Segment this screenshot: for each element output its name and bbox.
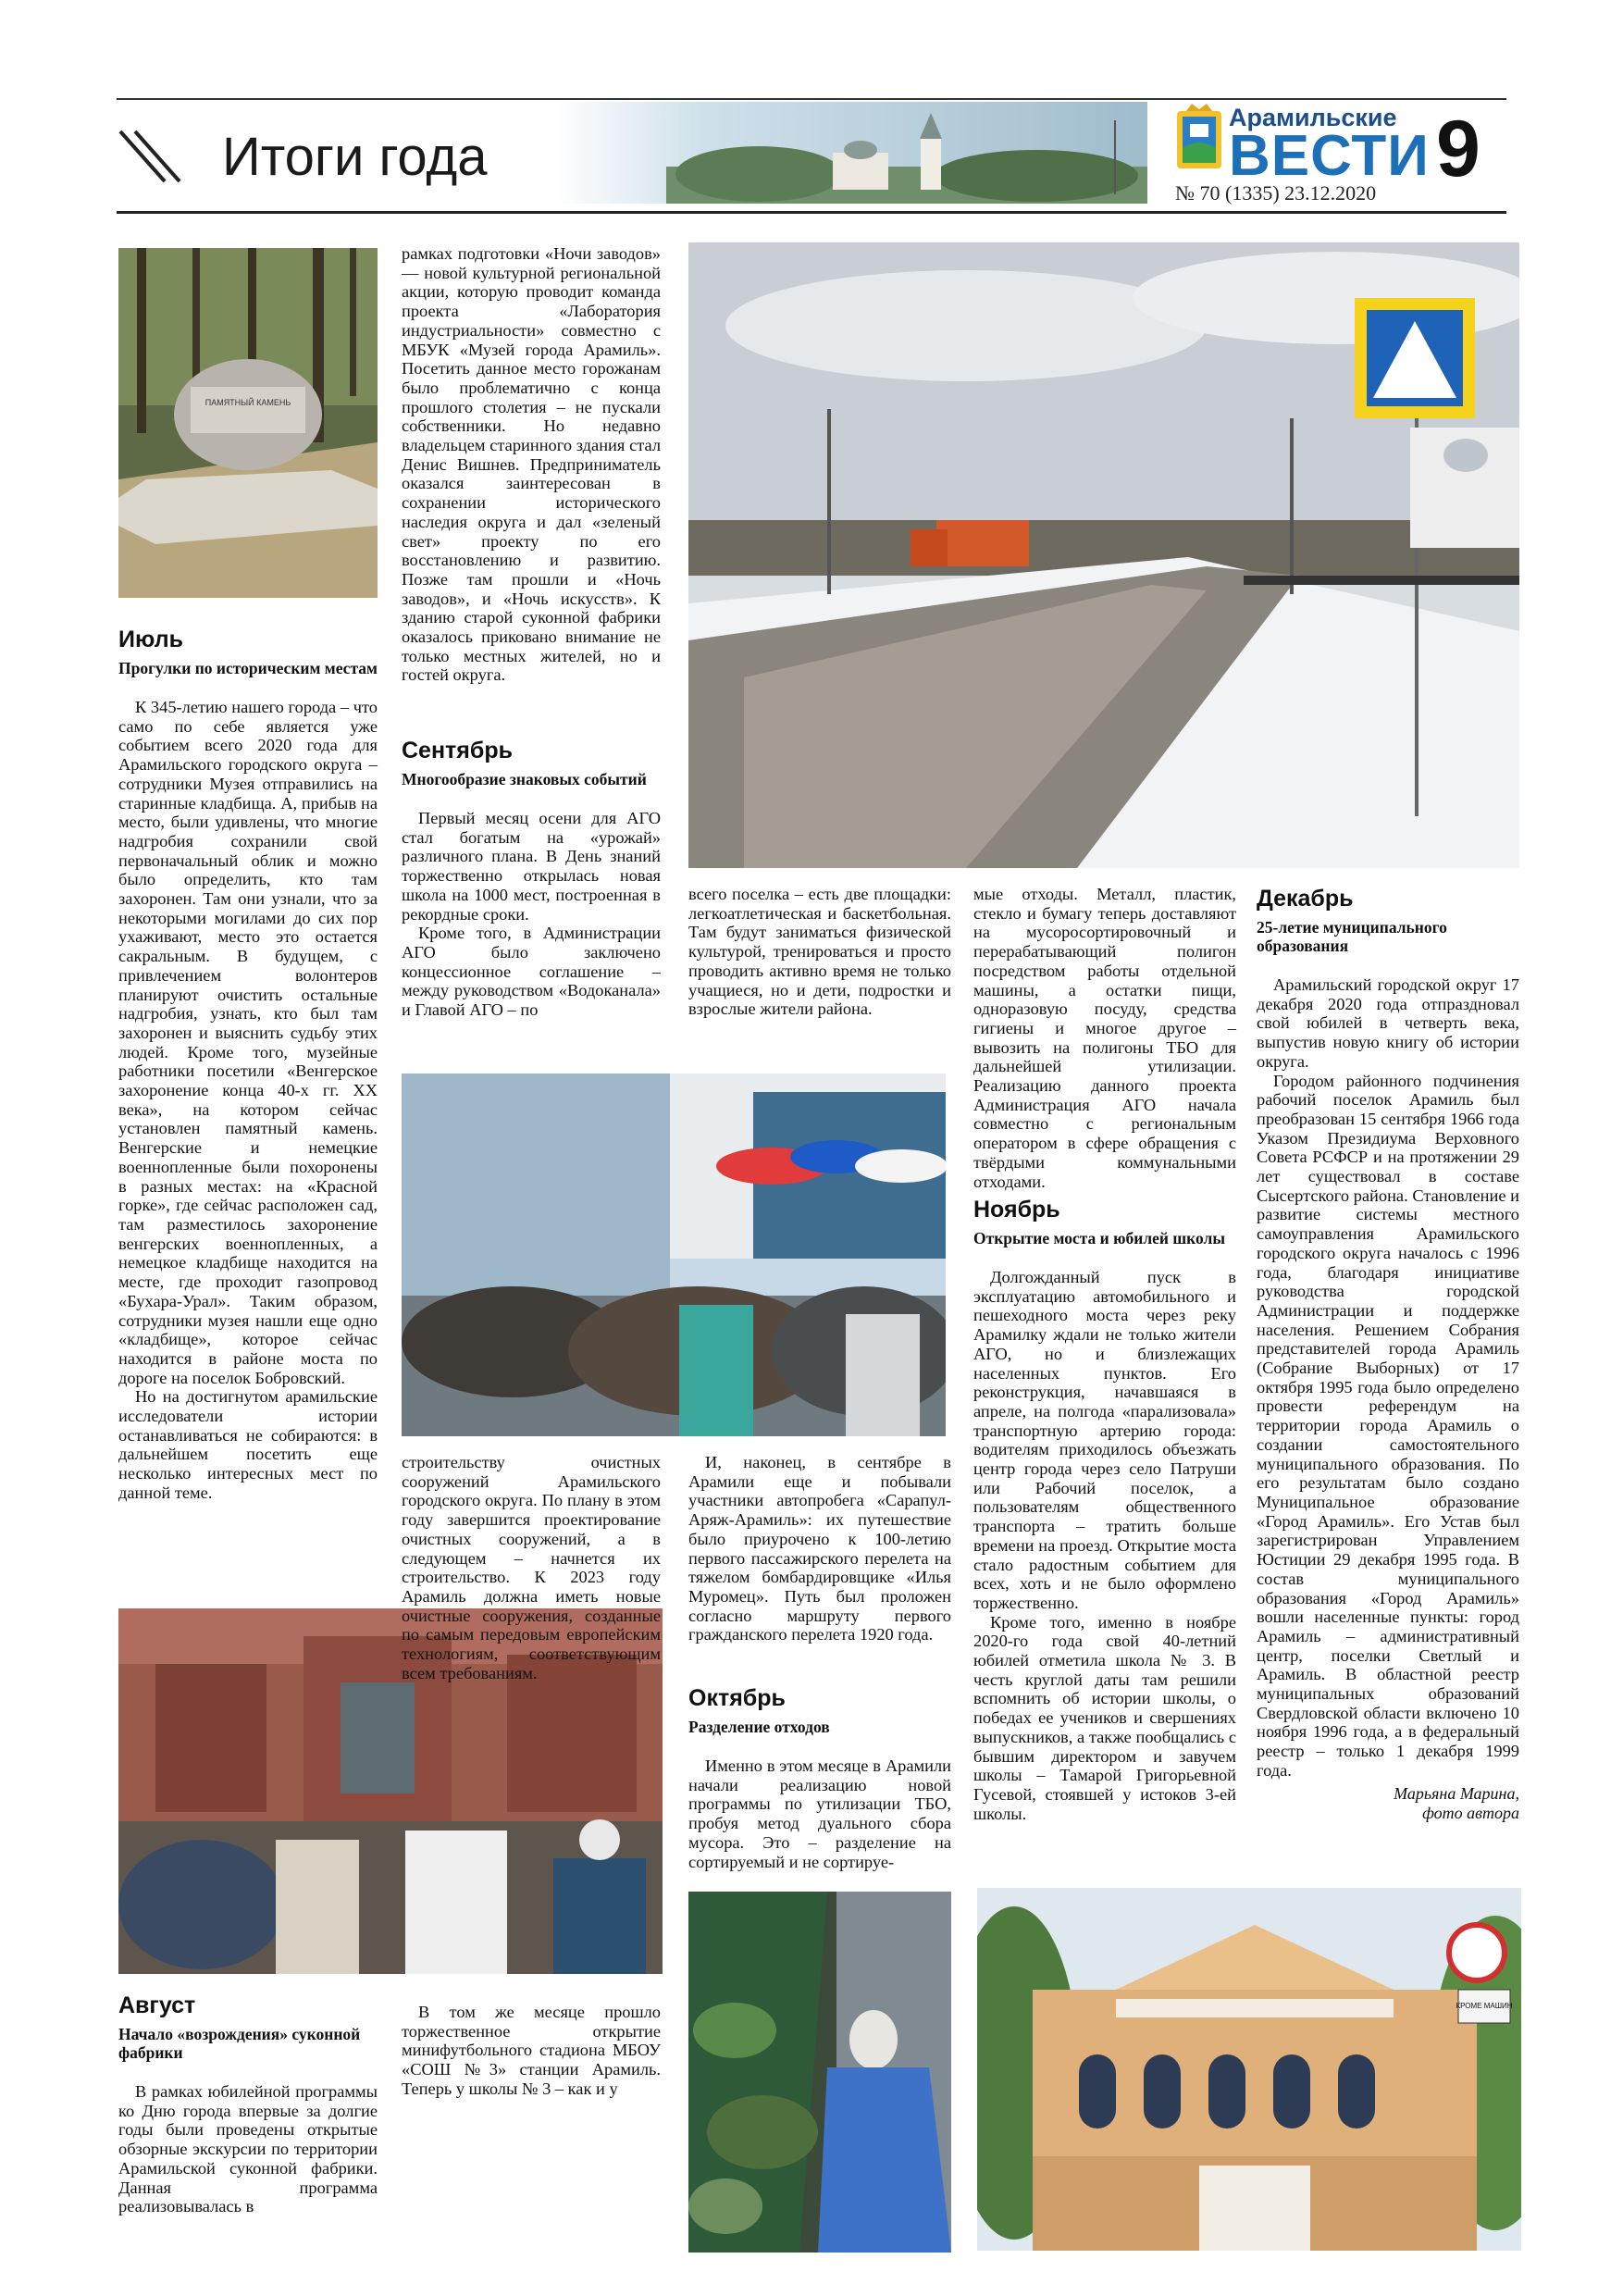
photo-memorial-stone: [118, 248, 378, 598]
subtitle-november: Открытие моста и юбилей школы: [973, 1229, 1225, 1247]
month-november: Ноябрь: [973, 1197, 1060, 1222]
column-september: [402, 733, 661, 1020]
section-slash-icon: [118, 128, 185, 185]
subtitle-october: Разделение отходов: [688, 1718, 830, 1736]
brand-main: ВЕСТИ: [1229, 124, 1430, 188]
november-paragraph-2: Кроме того, именно в ноябре 2020-го года свой 40-летний юбилей отметила школа № 3. В честь круглой даты там решили вспомнить об истории школы, о победах ее учеников и свершениях выпускников, а также пообщались с бывшим директором и завучем школы – Тамарой Григорьевной Гусевой, стоявшей у истоков 3-ей школы.: [973, 1612, 1236, 1823]
column-december: [1257, 881, 1519, 1823]
section-title: Итоги года: [222, 127, 488, 187]
issue-number: № 70 (1335) 23.12.2020: [1175, 181, 1377, 205]
brand-logo: [1173, 102, 1225, 180]
september-paragraph-3: строительству очистных сооружений Арамильского городского округа. По плану в этом году завершится проектирование очистных сооружений, а в следующем – начнется их строительство. К 2023 году Арамиль должна иметь новые очистные сооружения, созданные по самым передовым европейским технологиям, соответствующим всем требованиям.: [402, 1453, 661, 1682]
column-october: [688, 1681, 951, 1871]
header-banner-photo: [555, 102, 1147, 204]
column-august: [118, 1988, 378, 2216]
september-paragraph-6: И, наконец, в сентябре в Арамили еще и побывали участники автопробега «Сарапул-Аряж-Арамиль»: их путешествие было приурочено к 100-летию первого пассажирского перелета на тяжелом бомбардировщике «Илья Муромец». Путь был проложен согласно маршруту первого гражданского перелета 1920 года.: [688, 1453, 951, 1644]
month-december: Декабрь: [1257, 886, 1354, 912]
month-october: Октябрь: [688, 1685, 786, 1711]
subtitle-december: 25-летие муниципального образования: [1257, 918, 1447, 955]
photo-culture-house: [977, 1888, 1521, 2251]
july-paragraph-2: Но на достигнутом арамильские исследователи истории останавливаться не собираются: в дальнейшем посетить еще несколько интересных мест по данной теме.: [118, 1387, 378, 1502]
photo-waste-sorting: [688, 1892, 951, 2253]
column-august-continued: [402, 244, 661, 685]
august-continued-text: рамках подготовки «Ночи заводов» — новой культурной региональной акции, которую проводит команда проекта «Лаборатория индустриальности» совместно с МБУК «Музей города Арамиль». Посетить данное место горожанам было проблематично с конца прошлого столетия – не пускали собственники. Но недавно владельцем старинного здания стал Денис Вишнев. Предприниматель оказался заинтересован в сохранении исторического наследия округа и дал «зеленый свет» проекту по его восстановлению и развитию. Позже там прошли и «Ночь заводов», и «Ночь искусств». К зданию старой суконной фабрики оказалось приковано внимание не только местных жителей, но и гостей округа.: [402, 244, 661, 685]
september-paragraph-1: Первый месяц осени для АГО стал богатым на «урожай» различного плана. В День знаний торжественно открылась новая школа на 1000 мест, построенная в рекордные сроки.: [402, 809, 661, 924]
stone-inscription: ПАМЯТНЫЙ КАМЕНЬ: [204, 398, 291, 407]
column-september-rally: [688, 1453, 951, 1644]
september-paragraph-4: В том же месяце прошло торжественное открытие минифутбольного стадиона МБОУ «СОШ №3» станции Арамиль. Теперь у школы № 3 – как и у: [402, 2003, 661, 2098]
month-august: Август: [118, 1992, 196, 2018]
month-july: Июль: [118, 627, 183, 652]
december-paragraph-2: Городом районного подчинения рабочий поселок Арамиль был преобразован 15 сентября 1966 года Указом Президиума Верховного Совета РСФСР и на протяжении 29 лет существовал в составе Сысертского района. Становление и развитие системы местного самоуправления Арамильского городского округа началось с 1996 года, благодаря инициативе руководства городской Администрации и поддержке населения. Решением Собрания представителей города Арамиль (Собрание Выборных) от 17 октября 1995 года было определено провести референдум на территории города Арамиль о создании самостоятельного муниципального образования. По его результатам было создано Муниципальное образование «Город Арамиль». Его Устав был зарегистрирован Управлением Юстиции 29 декабря 1995 года. В состав муниципального образования «Город Арамиль» вошли населенные пункты: город Арамиль – административный центр, поселки Светлый и Арамиль. В областной реестр муниципальных образований Свердловской области включено 10 ноября 1996 года, а в федеральный реестр – только 1 декабря 1999 года.: [1257, 1071, 1519, 1780]
september-paragraph-2: Кроме того, в Администрации АГО было заключено концессионное соглашение – между руководством «Водоканала» и Главой АГО – по: [402, 924, 661, 1020]
subtitle-july: Прогулки по историческим местам: [118, 659, 378, 677]
photo-new-school-opening: [402, 1074, 946, 1436]
column-july: [118, 622, 378, 1503]
july-paragraph-1: К 345-летию нашего города – что само по себе является уже событием всего 2020 года для Арамильского городского округа – сотрудники Музея отправились на старинные кладбища. А, прибыв на место, были удивлены, что многие надгробия сохранили свой первоначальный облик и можно было определить, кто там захоронен. Там они узнали, что за некоторыми могилами до сих пор ухаживают, место это остается сакральным. В будущем, с привлечением волонтеров планируют очистить остальные надгробия, узнать, кто был там захоронен и выяснить судьбу этих людей. Кроме того, музейные работники посетили «Венгерское захоронение конца 40-х гг. XX века», на котором сейчас установлен памятный камень. Венгерские и немецкие военнопленные были похоронены в разных местах: на «Красной горке», где сейчас расположен сад, там разместилось захоронение венгерских военнопленных, а немецкое кладбище находится на месте, где проходит газопровод «Бухара-Урал». Таким образом, сотрудники музея нашли еще одно «кладбище», которое сейчас находится в районе моста по дороге на поселок Бобровский.: [118, 698, 378, 1387]
column-september-col3: [688, 885, 951, 1019]
month-september: Сентябрь: [402, 738, 513, 763]
december-paragraph-1: Арамильский городской округ 17 декабря 2020 года отпраздновал свой юбилей в четверть века, выпустив новую книгу об истории округа.: [1257, 975, 1519, 1071]
subtitle-august: Начало «возрождения» суконной фабрики: [118, 2025, 361, 2062]
column-september-stadium: [402, 2003, 661, 2099]
september-paragraph-5: всего поселка – есть две площадки: легкоатлетическая и баскетбольная. Там будут заниматься физической культурой, тренироваться и просто проводить активно время не только учащиеся, но и дети, подростки и взрослые жители района.: [688, 885, 951, 1019]
column-november: [973, 1192, 1236, 1823]
header-bottom-rule: [117, 211, 1506, 214]
page-number: 9: [1436, 105, 1481, 193]
column-september-continued: [402, 1453, 661, 1682]
august-paragraph-1: В рамках юбилейной программы ко Дню города впервые за долгие годы были проведены открытые обзорные экскурсии по территории Арамильской суконной фабрики. Данная программа реализовывалась в: [118, 2082, 378, 2216]
column-october-continued: [973, 885, 1236, 1191]
october-paragraph-2: мые отходы. Металл, пластик, стекло и бумагу теперь доставляют на мусоросортировочный и перерабатывающий полигон посредством работы отдельной машины, а остатки пищи, одноразовую посуду, средства гигиены и многое другое – вывозить на полигоны ТБО для дальнейшей утилизации. Реализацию данного проекта Администрация АГО начала совместно с региональным оператором в сфере обращения с твёрдыми коммунальными отходами.: [973, 885, 1236, 1191]
header-top-rule: [117, 98, 1506, 100]
november-paragraph-1: Долгожданный пуск в эксплуатацию автомобильного и пешеходного моста через реку Арамилку ждали не только жители АГО, но и близлежащих населенных пунктов. Его реконструкция, начавшаяся в апреле, на полгода «парализовала» транспортную артерию города: водителям приходилось объезжать центр города через село Патруши или Рабочий поселок, а пользователям общественного транспорта – тратить больше времени на проезд. Открытие моста стало радостным событием для всех, хоть и не было оформлено торжественно.: [973, 1268, 1236, 1612]
author-name: Марьяна Марина,: [1394, 1783, 1519, 1803]
brand-top: Арамильские: [1229, 104, 1397, 131]
subtitle-september: Многообразие знаковых событий: [402, 770, 647, 788]
october-paragraph-1: Именно в этом месяце в Арамили начали реализацию новой программы по утилизации ТБО, пробуя метод дуального сбора мусора. Это – разделение на сортируемый и не сортируе-: [688, 1756, 951, 1871]
sign-text: КРОМЕ МАШИН: [1456, 2002, 1513, 2010]
photo-snowy-road: [688, 242, 1519, 868]
photo-credit: фото автора: [1422, 1803, 1519, 1822]
